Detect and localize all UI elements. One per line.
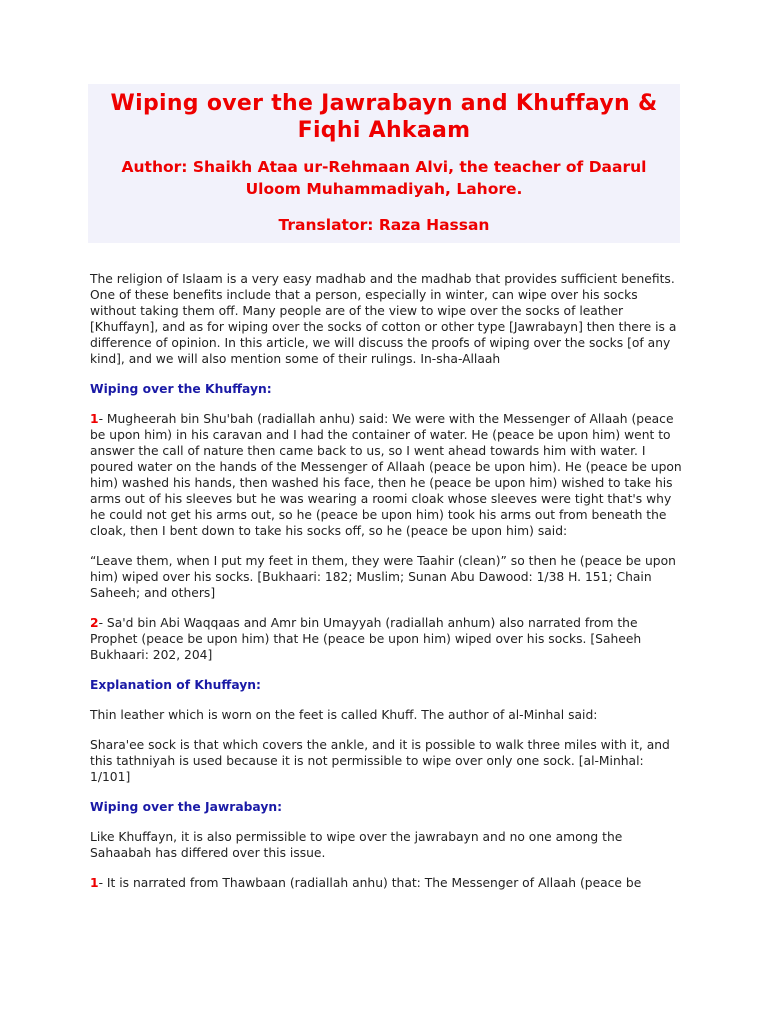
item-number: 1 bbox=[90, 876, 99, 890]
document-title: Wiping over the Jawrabayn and Khuffayn & Fiqhi Ahkaam bbox=[110, 91, 658, 143]
hadith-quote: “Leave them, when I put my feet in them, they were Taahir (clean)” so then he (peace be upon him) wiped over his socks. [Bukhaari: 182; Muslim; Sunan Abu Dawood: 1/38 H. 151; Chain Saheeh; and others] bbox=[90, 554, 676, 600]
article-body bbox=[90, 271, 682, 905]
author-line: Author: Shaikh Ataa ur-Rehmaan Alvi, the teacher of Daarul Uloom Muhammadiyah, Lahore. bbox=[121, 158, 647, 198]
section-heading-jawrabayn: Wiping over the Jawrabayn: bbox=[90, 800, 283, 814]
header-box bbox=[88, 84, 680, 243]
hadith-khuffayn-1 bbox=[90, 411, 682, 539]
hadith-khuffayn-2 bbox=[90, 615, 682, 663]
explanation-paragraph-2: Shara'ee sock is that which covers the ankle, and it is possible to walk three miles with it, and this tathniyah is used because it is not permissible to wipe over only one sock. [al-Minhal: 1/101] bbox=[90, 738, 670, 784]
explanation-paragraph-1: Thin leather which is worn on the feet is called Khuff. The author of al-Minhal said: bbox=[90, 708, 598, 722]
item-number: 2 bbox=[90, 616, 99, 630]
hadith-text: - Mugheerah bin Shu'bah (radiallah anhu) said: We were with the Messenger of Allaah (peace be upon him) in his caravan and I had the container of water. He (peace be upon him) went to answer the call of nature then came back to us, so I went ahead towards him with water. I poured water on the hands of the Messenger of Allaah (peace be upon him). He (peace be upon him) washed his hands, then washed his face, then he (peace be upon him) wished to take his arms out of his sleeves but he was wearing a roomi cloak whose sleeves were tight that's why he could not get his arms out, so he (peace be upon him) took his arms out from beneath the cloak, then I bent down to take his socks off, so he (peace be upon him) said: bbox=[90, 412, 682, 538]
hadith-text: - Sa'd bin Abi Waqqaas and Amr bin Umayyah (radiallah anhum) also narrated from the Prophet (peace be upon him) that He (peace be upon him) wiped over his socks. [Saheeh Bukhaari: 202, 204] bbox=[90, 616, 642, 662]
translator-line: Translator: Raza Hassan bbox=[278, 216, 490, 234]
jawrabayn-intro: Like Khuffayn, it is also permissible to wipe over the jawrabayn and no one among the Sahaabah has differed over this issue. bbox=[90, 830, 623, 860]
intro-paragraph: The religion of Islaam is a very easy madhab and the madhab that provides sufficient benefits. One of these benefits include that a person, especially in winter, can wipe over his socks without taking them off. Many people are of the view to wipe over the socks of leather [Khuffayn], and as for wiping over the socks of cotton or other type [Jawrabayn] then there is a difference of opinion. In this article, we will discuss the proofs of wiping over the socks [of any kind], and we will also mention some of their rulings. In-sha-Allaah bbox=[90, 272, 677, 366]
section-heading-explanation: Explanation of Khuffayn: bbox=[90, 678, 261, 692]
item-number: 1 bbox=[90, 412, 99, 426]
section-heading-khuffayn: Wiping over the Khuffayn: bbox=[90, 382, 272, 396]
hadith-jawrabayn-1 bbox=[90, 875, 682, 891]
hadith-text: - It is narrated from Thawbaan (radiallah anhu) that: The Messenger of Allaah (peace be bbox=[98, 876, 642, 890]
